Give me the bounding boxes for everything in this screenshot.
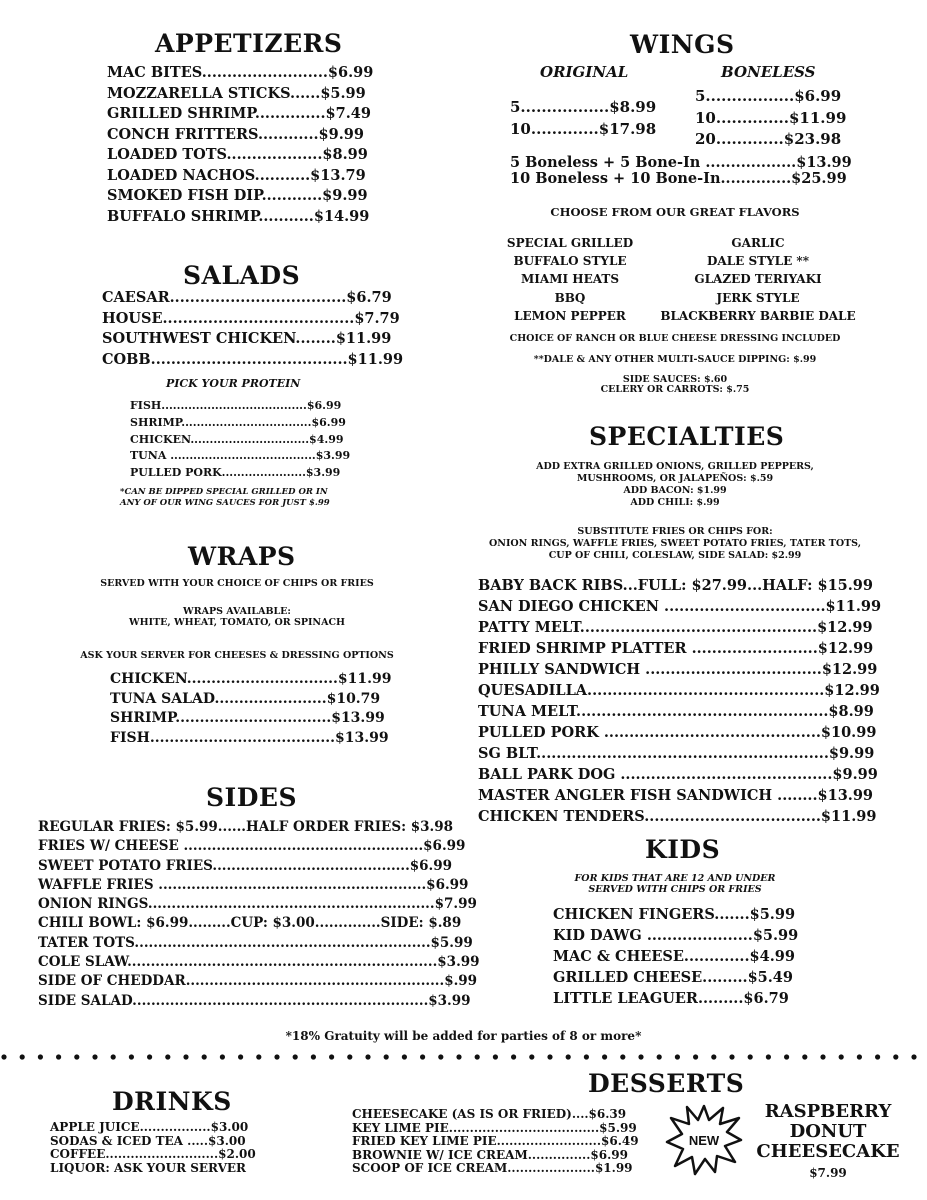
drinks-title: DRINKS xyxy=(112,1087,232,1116)
menu-item: SHRIMP................................$13.99 xyxy=(110,710,385,726)
divider-dot xyxy=(657,1054,662,1059)
protein-item: SHRIMP..................................$6.99 xyxy=(130,415,346,429)
new-burst-icon xyxy=(665,1102,743,1176)
menu-item: REGULAR FRIES: $5.99......HALF ORDER FRIES: $3.98 xyxy=(38,819,454,835)
divider-dot xyxy=(584,1054,589,1059)
new-badge-text: NEW xyxy=(688,1133,720,1148)
divider-dot xyxy=(711,1054,716,1059)
flavor-item: SPECIAL GRILLED xyxy=(506,236,634,250)
divider-dot xyxy=(329,1054,334,1059)
divider-dot xyxy=(820,1054,825,1059)
menu-item: BUFFALO SHRIMP...........$14.99 xyxy=(107,207,370,225)
featured-line: DONUT xyxy=(789,1121,867,1142)
featured-line: RASPBERRY xyxy=(764,1101,892,1122)
flavor-item: LEMON PEPPER xyxy=(514,308,626,323)
divider-dot xyxy=(256,1054,261,1059)
menu-item: PATTY MELT...............................................$12.99 xyxy=(478,619,873,636)
divider-dot xyxy=(74,1054,79,1059)
menu-item: SG BLT..........................................................$9.99 xyxy=(478,745,875,762)
menu-item: SCOOP OF ICE CREAM.....................$1.99 xyxy=(352,1161,633,1176)
divider-dot xyxy=(766,1054,771,1059)
divider-dot xyxy=(111,1054,116,1059)
wraps-title: WRAPS xyxy=(188,542,296,571)
wraps-cheese-note: ASK YOUR SERVER FOR CHEESES & DRESSING OPTIONS xyxy=(80,650,394,661)
appetizers-list xyxy=(107,63,373,227)
wings-original-label: ORIGINAL xyxy=(540,63,629,81)
divider-dot xyxy=(56,1054,61,1059)
menu-item: TATER TOTS...............................................................$5.99 xyxy=(38,934,473,951)
wraps-available: WRAPS AVAILABLE: WHITE, WHEAT, TOMATO, OR SPINACH xyxy=(128,606,346,628)
divider-dot xyxy=(20,1054,25,1059)
menu-item: WAFFLE FRIES .........................................................$6.99 xyxy=(38,876,469,893)
menu-item: TUNA MELT..................................................$8.99 xyxy=(478,703,874,720)
featured-price: $7.99 xyxy=(809,1166,847,1180)
menu-item: GRILLED SHRIMP..............$7.49 xyxy=(107,105,371,122)
menu-item: CHICKEN TENDERS...................................$11.99 xyxy=(478,808,877,825)
menu-item: APPLE JUICE.................$3.00 xyxy=(50,1120,249,1134)
menu-item: KID DAWG .....................$5.99 xyxy=(553,927,799,944)
kids-note: FOR KIDS THAT ARE 12 AND UNDER SERVED WITH CHIPS OR FRIES xyxy=(574,873,776,895)
protein-item: CHICKEN...............................$4.99 xyxy=(130,432,344,446)
menu-item: SWEET POTATO FRIES..........................................$6.99 xyxy=(38,857,453,874)
divider-dot xyxy=(839,1054,844,1059)
menu-item: FRIES W/ CHEESE ...................................................$6.99 xyxy=(38,838,466,855)
divider-dot xyxy=(802,1054,807,1059)
flavor-item: MIAMI HEATS xyxy=(520,272,619,287)
flavor-item: DALE STYLE ** xyxy=(707,254,809,269)
menu-item: 5 Boneless + 5 Bone-In ..................$13.99 xyxy=(510,154,852,171)
divider-dot xyxy=(748,1054,753,1059)
gratuity-note: *18% Gratuity will be added for parties of 8 or more* xyxy=(285,1029,642,1043)
divider-dot xyxy=(38,1054,43,1059)
divider-dot xyxy=(420,1054,425,1059)
flavor-item: BBQ xyxy=(554,290,586,305)
salads-list xyxy=(102,288,403,370)
divider-dot xyxy=(183,1054,188,1059)
divider-dot xyxy=(274,1054,279,1059)
divider-dot xyxy=(384,1054,389,1059)
menu-item: COBB.......................................$11.99 xyxy=(102,350,404,368)
flavor-item: BUFFALO STYLE xyxy=(513,254,627,269)
wraps-list xyxy=(110,670,391,748)
divider-dot xyxy=(129,1054,134,1059)
menu-item: GRILLED CHEESE.........$5.49 xyxy=(553,969,793,986)
divider-dot xyxy=(693,1054,698,1059)
menu-item: BROWNIE W/ ICE CREAM...............$6.99 xyxy=(352,1147,628,1162)
menu-item: 10..............$11.99 xyxy=(695,108,847,127)
menu-item: 5.................$6.99 xyxy=(695,87,842,105)
divider-dot xyxy=(566,1054,571,1059)
divider-dot xyxy=(547,1054,552,1059)
menu-item: MOZZARELLA STICKS......$5.99 xyxy=(107,84,366,102)
wraps-note: SERVED WITH YOUR CHOICE OF CHIPS OR FRIES xyxy=(100,578,374,589)
flavors-left xyxy=(490,234,650,325)
protein-item: TUNA ......................................$3.99 xyxy=(130,449,351,463)
protein-title: PICK YOUR PROTEIN xyxy=(166,377,301,390)
menu-item: PULLED PORK ...........................................$10.99 xyxy=(478,724,877,741)
divider-dot xyxy=(620,1054,625,1059)
menu-item: FRIED SHRIMP PLATTER .........................$12.99 xyxy=(478,640,874,657)
specialties-addons: ADD EXTRA GRILLED ONIONS, GRILLED PEPPERS, MUSHROOMS, OR JALAPEÑOS: $.59 ADD BACON: $1.99 ADD CHILI: $.99 xyxy=(536,461,814,508)
divider-dot xyxy=(875,1054,880,1059)
protein-item: PULLED PORK......................$3.99 xyxy=(130,466,341,480)
desserts-list xyxy=(352,1108,639,1176)
divider-dot xyxy=(675,1054,680,1059)
menu-item: LOADED TOTS...................$8.99 xyxy=(107,146,368,163)
dressing-note: CHOICE OF RANCH OR BLUE CHEESE DRESSING INCLUDED xyxy=(509,333,841,344)
flavor-item: BLACKBERRY BARBIE DALE xyxy=(660,308,856,323)
menu-item: LOADED NACHOS...........$13.79 xyxy=(107,166,366,184)
featured-line: CHEESECAKE xyxy=(756,1141,900,1162)
menu-item: 10 Boneless + 10 Bone-In..............$25.99 xyxy=(510,170,847,187)
appetizers-title: APPETIZERS xyxy=(155,29,343,58)
divider-dot xyxy=(293,1054,298,1059)
divider-dot xyxy=(475,1054,480,1059)
menu-item: COFFEE...........................$2.00 xyxy=(50,1147,256,1161)
divider-dot xyxy=(911,1054,916,1059)
specialties-list xyxy=(478,575,881,827)
menu-item: ONION RINGS.............................................................$7.99 xyxy=(38,896,477,913)
specialties-substitutes: SUBSTITUTE FRIES OR CHIPS FOR: ONION RINGS, WAFFLE FRIES, SWEET POTATO FRIES, TATER TOTS, CUP OF CHILI, COLESLAW, SIDE SALAD: $2.99 xyxy=(488,526,862,561)
divider-dot xyxy=(857,1054,862,1059)
menu-item: FISH......................................$13.99 xyxy=(110,729,389,746)
divider-dot xyxy=(202,1054,207,1059)
menu-item: FRIED KEY LIME PIE.........................$6.49 xyxy=(352,1134,639,1149)
menu-item: SODAS & ICED TEA .....$3.00 xyxy=(50,1133,246,1148)
menu-item: 20.............$23.98 xyxy=(695,130,842,148)
menu-item: SMOKED FISH DIP............$9.99 xyxy=(107,187,368,204)
wings-combos xyxy=(510,155,852,187)
menu-item: CHICKEN FINGERS.......$5.99 xyxy=(553,906,796,923)
menu-item: CAESAR...................................$6.79 xyxy=(102,289,392,306)
protein-item: FISH......................................$6.99 xyxy=(130,399,342,412)
featured-dessert xyxy=(748,1102,908,1184)
menu-item: SOUTHWEST CHICKEN........$11.99 xyxy=(102,330,392,347)
divider-dot xyxy=(493,1054,498,1059)
divider-dot xyxy=(729,1054,734,1059)
divider-dot xyxy=(511,1054,516,1059)
side-sauces-note: SIDE SAUCES: $.60 CELERY OR CARROTS: $.75 xyxy=(600,374,750,395)
menu-item: CHILI BOWL: $6.99.........CUP: $3.00..............SIDE: $.89 xyxy=(38,915,462,932)
desserts-title: DESSERTS xyxy=(588,1069,745,1098)
flavors-title: CHOOSE FROM OUR GREAT FLAVORS xyxy=(550,205,800,219)
menu-item: CONCH FRITTERS............$9.99 xyxy=(107,125,364,143)
divider-dot xyxy=(165,1054,170,1059)
protein-note: *CAN BE DIPPED SPECIAL GRILLED OR IN ANY OF OUR WING SAUCES FOR JUST $.99 xyxy=(120,487,330,508)
menu-item: MAC BITES.........................$6.99 xyxy=(107,64,374,81)
menu-item: CHICKEN...............................$11.99 xyxy=(110,671,392,687)
menu-item: TUNA SALAD.......................$10.79 xyxy=(110,690,381,707)
divider-dot xyxy=(784,1054,789,1059)
dotted-divider xyxy=(0,1052,927,1062)
sides-list xyxy=(38,818,480,1011)
menu-item: BABY BACK RIBS...FULL: $27.99...HALF: $15.99 xyxy=(478,577,873,594)
divider-dot xyxy=(147,1054,152,1059)
wings-boneless-list xyxy=(695,86,846,151)
kids-list xyxy=(553,904,798,1009)
dipping-note: **DALE & ANY OTHER MULTI-SAUCE DIPPING: $.99 xyxy=(533,354,817,365)
menu-item: KEY LIME PIE....................................$5.99 xyxy=(352,1120,637,1135)
divider-dot xyxy=(638,1054,643,1059)
wings-boneless-label: BONELESS xyxy=(721,63,816,81)
menu-item: SIDE SALAD...............................................................$3.99 xyxy=(38,992,471,1009)
flavor-item: GLAZED TERIYAKI xyxy=(694,272,822,287)
menu-item: COLE SLAW..................................................................$3.99 xyxy=(38,954,480,971)
kids-title: KIDS xyxy=(645,835,721,864)
menu-item: 5.................$8.99 xyxy=(510,98,657,116)
divider-dot xyxy=(220,1054,225,1059)
menu-item: QUESADILLA...............................................$12.99 xyxy=(478,682,880,699)
divider-dot xyxy=(602,1054,607,1059)
divider-dot xyxy=(311,1054,316,1059)
divider-dot xyxy=(347,1054,352,1059)
menu-item: CHEESECAKE (AS IS OR FRIED)....$6.39 xyxy=(352,1107,627,1121)
divider-dot xyxy=(893,1054,898,1059)
divider-dot xyxy=(92,1054,97,1059)
flavor-item: JERK STYLE xyxy=(716,290,800,305)
divider-dot xyxy=(438,1054,443,1059)
divider-dot xyxy=(365,1054,370,1059)
protein-list xyxy=(130,398,350,482)
menu-item: HOUSE......................................$7.79 xyxy=(102,309,400,327)
menu-item: LITTLE LEAGUER.........$6.79 xyxy=(553,990,789,1007)
salads-title: SALADS xyxy=(183,261,301,290)
menu-item: BALL PARK DOG ..........................................$9.99 xyxy=(478,766,878,783)
menu-item: 10.............$17.98 xyxy=(510,120,657,138)
specialties-title: SPECIALTIES xyxy=(589,422,785,451)
wings-title: WINGS xyxy=(630,30,735,59)
sides-title: SIDES xyxy=(206,783,298,812)
divider-dot xyxy=(1,1054,6,1059)
menu-item: LIQUOR: ASK YOUR SERVER xyxy=(50,1160,247,1175)
menu-item: SAN DIEGO CHICKEN ................................$11.99 xyxy=(478,598,882,615)
menu-item: SIDE OF CHEDDAR.......................................................$.99 xyxy=(38,973,478,990)
wings-original-list xyxy=(510,96,656,140)
divider-dot xyxy=(238,1054,243,1059)
menu-item: MASTER ANGLER FISH SANDWICH ........$13.99 xyxy=(478,787,874,804)
flavors-right xyxy=(648,234,868,325)
flavor-item: GARLIC xyxy=(731,236,785,250)
divider-dot xyxy=(529,1054,534,1059)
menu-item: PHILLY SANDWICH ...................................$12.99 xyxy=(478,661,878,678)
divider-dot xyxy=(456,1054,461,1059)
menu-item: MAC & CHEESE.............$4.99 xyxy=(553,948,795,965)
divider-dot xyxy=(402,1054,407,1059)
drinks-list xyxy=(50,1121,256,1175)
